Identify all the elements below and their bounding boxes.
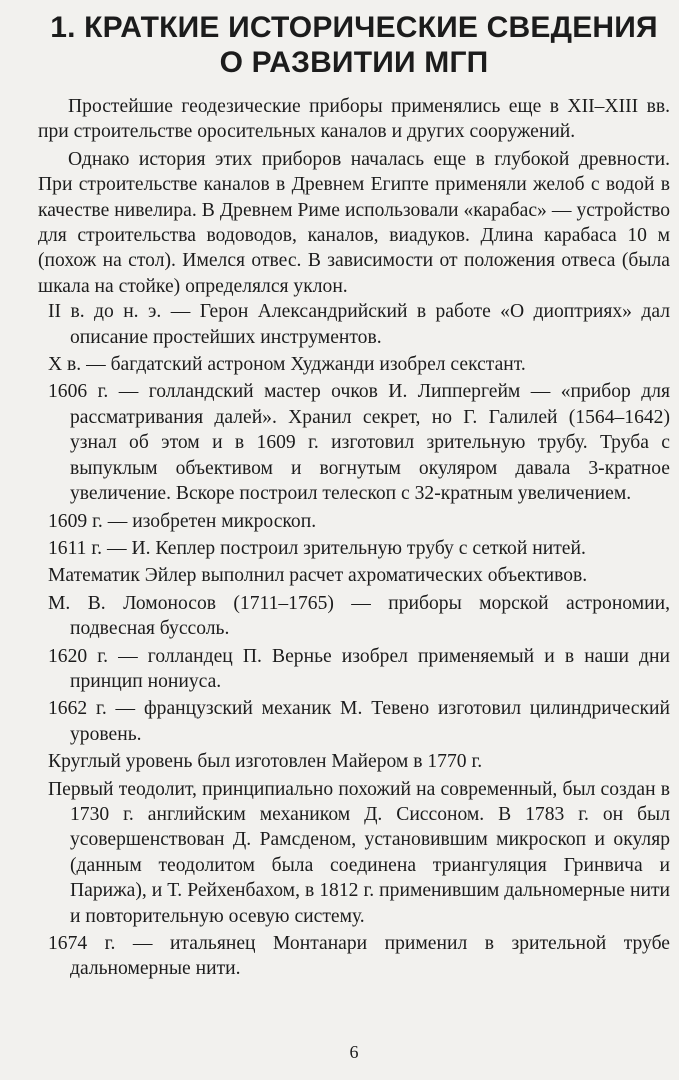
paragraph: Простейшие геодезические приборы применялись еще в XII–XIII вв. при строительстве оросительных каналов и других сооружений. xyxy=(38,96,670,143)
history-entry: Математик Эйлер выполнил расчет ахроматических объективов. xyxy=(48,565,588,587)
history-entry: X в. — багдатский астроном Худжанди изобрел секстант. xyxy=(48,354,526,376)
chapter-title-line-1: 1. КРАТКИЕ ИСТОРИЧЕСКИЕ СВЕДЕНИЯ xyxy=(50,11,658,44)
page-number: 6 xyxy=(349,1042,359,1062)
book-page xyxy=(38,10,670,1070)
history-entry: 1606 г. — голландский мастер очков И. Липпергейм — «прибор для рассматривания далей». Хранил секрет, но Г. Галилей (1564–1642) узнал об этом и в 1609 г. изготовил зрительную трубу. Труба с выпуклым объективом и вогнутым окуляром давала 3-кратное увеличение. Вскоре построил телескоп с 32-кратным увеличением. xyxy=(48,381,670,505)
history-entry: II в. до н. э. — Герон Александрийский в работе «О диоптриях» дал описание простейших инструментов. xyxy=(48,301,670,348)
paragraph: Однако история этих приборов началась еще в глубокой древности. При строительстве каналов в Древнем Египте применяли желоб с водой в качестве нивелира. В Древнем Риме использовали «карабас» — устройство для строительства водоводов, каналов, виадуков. Длина карабаса 10 м (похож на стол). Имелся отвес. В зависимости от положения отвеса (была шкала на стойке) определялся уклон. xyxy=(38,148,670,297)
history-entry: Первый теодолит, принципиально похожий на современный, был создан в 1730 г. английским механиком Д. Сиссоном. В 1783 г. он был усовершенствован Д. Рамсденом, установившим микроскоп и окуляр (данным теодолитом была соединена триангуляция Гринвича и Парижа), и Т. Рейхенбахом, в 1812 г. применившим дальномерные нити и повторительную осевую систему. xyxy=(48,778,670,927)
history-entry: 1674 г. — итальянец Монтанари применил в зрительной трубе дальномерные нити. xyxy=(48,933,670,980)
chapter-title xyxy=(38,10,670,80)
history-entry: Круглый уровень был изготовлен Майером в 1770 г. xyxy=(48,751,483,773)
history-entry: 1662 г. — французский механик М. Тевено изготовил цилиндрический уровень. xyxy=(48,698,670,745)
chapter-title-line-2: О РАЗВИТИИ МГП xyxy=(219,46,489,79)
history-entries xyxy=(38,299,670,982)
history-entry: 1620 г. — голландец П. Вернье изобрел применяемый и в наши дни принцип нониуса. xyxy=(48,645,670,692)
history-entry: 1611 г. — И. Кеплер построил зрительную трубу с сеткой нитей. xyxy=(48,537,586,559)
history-entry: 1609 г. — изобретен микроскоп. xyxy=(48,510,317,532)
body-text xyxy=(38,94,670,982)
history-entry: М. В. Ломоносов (1711–1765) — приборы морской астрономии, подвесная буссоль. xyxy=(48,592,670,640)
